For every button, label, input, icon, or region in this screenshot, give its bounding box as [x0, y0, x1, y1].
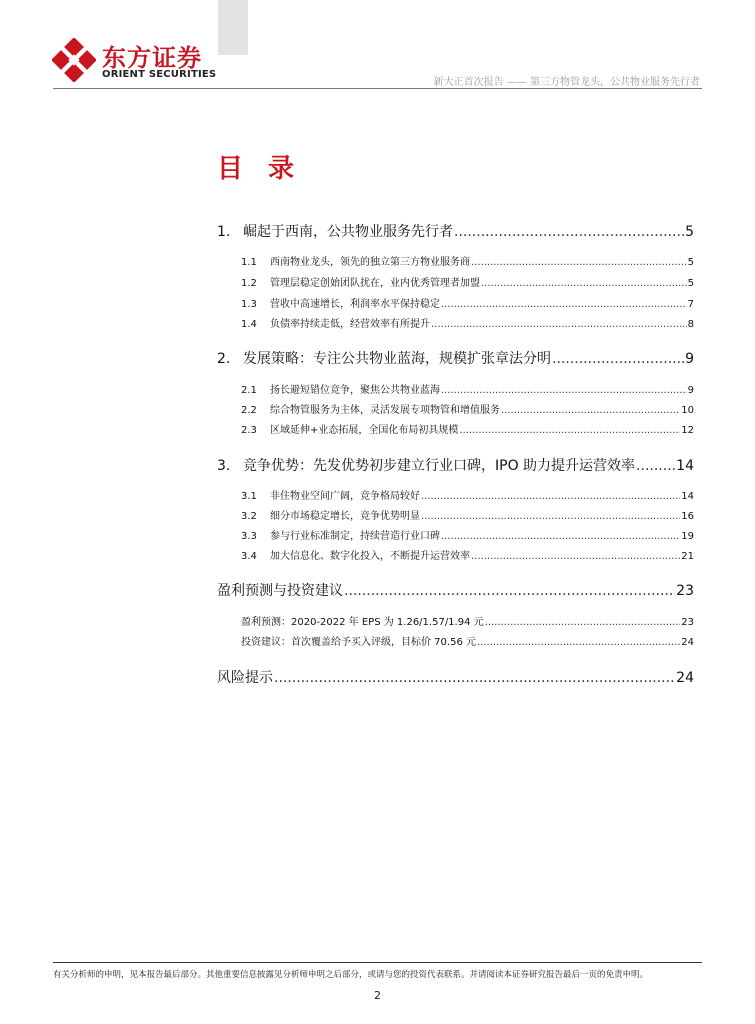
- toc-page-number: 19: [681, 531, 694, 542]
- toc-leader-dots: [344, 583, 675, 599]
- toc-subsection-title: 非住物业空间广阔，竞争格局较好: [270, 491, 420, 502]
- toc-subsection-title: 管理层稳定创始团队扰在，业内优秀管理者加盟: [270, 278, 480, 289]
- toc-page-number: 7: [687, 299, 694, 310]
- toc-leader-dots: [501, 405, 680, 416]
- toc-page-number: 21: [681, 551, 694, 562]
- toc-leader-dots: [481, 278, 687, 289]
- toc-leader-dots: [459, 425, 680, 436]
- toc-subsection-number: 2.2: [241, 405, 257, 416]
- toc-section-title: 风险提示: [217, 670, 273, 686]
- toc-leader-dots: [441, 299, 687, 310]
- toc-leader-dots: [454, 224, 684, 240]
- toc-subsection-number: 1.1: [241, 257, 257, 268]
- toc-section-number: 1.: [217, 224, 231, 240]
- toc-section-number: 2.: [217, 351, 231, 367]
- toc-subsection-title: 盈利预测：2020-2022 年 EPS 为 1.26/1.57/1.94 元: [241, 617, 484, 628]
- toc-investment-advice[interactable]: [241, 633, 694, 648]
- toc-section-2[interactable]: [217, 348, 694, 368]
- toc-subsection-number: 1.3: [241, 299, 257, 310]
- orient-logo-icon: [52, 38, 96, 82]
- toc-subsection-3-4[interactable]: [241, 547, 694, 562]
- toc-page-number: 5: [687, 278, 694, 289]
- toc-section-title: 竞争优势：先发优势初步建立行业口碑，IPO 助力提升运营效率: [243, 458, 636, 474]
- toc-leader-dots: [636, 458, 675, 474]
- toc-leader-dots: [552, 351, 684, 367]
- toc-subsection-2-3[interactable]: [241, 421, 694, 436]
- toc-section-number: 3.: [217, 458, 231, 474]
- toc-leader-dots: [471, 257, 687, 268]
- toc-section-title: 盈利预测与投资建议: [217, 583, 343, 599]
- toc-risk[interactable]: [217, 667, 694, 687]
- toc-page-number: 24: [676, 670, 694, 686]
- toc-page-number: 12: [681, 425, 694, 436]
- toc-leader-dots: [421, 491, 680, 502]
- toc-section-3[interactable]: [217, 455, 694, 475]
- toc-page-number: 23: [681, 617, 694, 628]
- toc-subsection-title: 细分市场稳定增长，竞争优势明显: [270, 511, 420, 522]
- toc-subsection-1-2[interactable]: [241, 274, 694, 289]
- toc-leader-dots: [441, 385, 687, 396]
- toc-subsection-title: 负债率持续走低，经营效率有所提升: [270, 319, 430, 330]
- toc-page-number: 23: [676, 583, 694, 599]
- footer-divider: [53, 962, 702, 963]
- toc-page-number: 5: [685, 224, 694, 240]
- toc-forecast[interactable]: [217, 580, 694, 600]
- toc-page-number: 9: [685, 351, 694, 367]
- footer-disclaimer: 有关分析师的申明，见本报告最后部分。其他重要信息披露见分析师申明之后部分，或请与您的投资代表联系。并请阅读本证券研究报告最后一页的免责申明。: [53, 970, 649, 980]
- logo-chinese-name: 东方证券: [102, 44, 202, 72]
- toc-page-number: 14: [676, 458, 694, 474]
- toc-subsection-title: 综合物管服务为主体，灵活发展专项物管和增值服务: [270, 405, 500, 416]
- toc-leader-dots: [471, 551, 680, 562]
- toc-page-number: 14: [681, 491, 694, 502]
- toc-subsection-title: 参与行业标准制定，持续营造行业口碑: [270, 531, 440, 542]
- toc-leader-dots: [485, 617, 681, 628]
- toc-subsection-title: 营收中高速增长，利润率水平保持稳定: [270, 299, 440, 310]
- toc-section-1[interactable]: [217, 221, 694, 241]
- toc-subsection-1-4[interactable]: [241, 315, 694, 330]
- toc-subsection-3-1[interactable]: [241, 487, 694, 502]
- report-header-line: 新大正首次报告 —— 第三方物管龙头，公共物业服务先行者: [433, 77, 700, 88]
- toc-page-number: 8: [687, 319, 694, 330]
- company-logo: [52, 38, 222, 88]
- toc-page-number: 24: [681, 637, 694, 648]
- toc-leader-dots: [477, 637, 680, 648]
- toc-title: 目 录: [217, 154, 303, 184]
- logo-english-name: ORIENT SECURITIES: [102, 69, 217, 80]
- toc-section-title: 崛起于西南，公共物业服务先行者: [243, 224, 453, 240]
- toc-subsection-3-3[interactable]: [241, 527, 694, 542]
- toc-subsection-title: 西南物业龙头，领先的独立第三方物业服务商: [270, 257, 470, 268]
- toc-leader-dots: [274, 670, 675, 686]
- toc-subsection-2-2[interactable]: [241, 401, 694, 416]
- toc-subsection-title: 投资建议：首次覆盖给予买入评级，目标价 70.56 元: [241, 637, 476, 648]
- toc-subsection-number: 1.2: [241, 278, 257, 289]
- toc-forecast-eps[interactable]: [241, 613, 694, 628]
- toc-subsection-number: 3.2: [241, 511, 257, 522]
- toc-page-number: 9: [687, 385, 694, 396]
- toc-leader-dots: [421, 511, 680, 522]
- toc-page-number: 5: [687, 257, 694, 268]
- toc-subsection-number: 3.1: [241, 491, 257, 502]
- toc-subsection-title: 区域延伸+业态拓展，全国化布局初具规模: [270, 425, 459, 436]
- toc-subsection-1-1[interactable]: [241, 253, 694, 268]
- toc-subsection-title: 扬长避短错位竞争，聚焦公共物业蓝海: [270, 385, 440, 396]
- toc-subsection-1-3[interactable]: [241, 295, 694, 310]
- toc-subsection-number: 3.4: [241, 551, 257, 562]
- toc-subsection-number: 1.4: [241, 319, 257, 330]
- toc-subsection-2-1[interactable]: [241, 381, 694, 396]
- toc-subsection-number: 2.3: [241, 425, 257, 436]
- toc-subsection-title: 加大信息化、数字化投入，不断提升运营效率: [270, 551, 470, 562]
- header-accent-bar: [218, 0, 248, 55]
- page-number: 2: [374, 989, 381, 1002]
- toc-leader-dots: [431, 319, 687, 330]
- toc-subsection-number: 3.3: [241, 531, 257, 542]
- toc-leader-dots: [441, 531, 680, 542]
- header-divider: [53, 88, 702, 89]
- toc-subsection-number: 2.1: [241, 385, 257, 396]
- toc-page-number: 16: [681, 511, 694, 522]
- toc-section-title: 发展策略：专注公共物业蓝海，规模扩张章法分明: [243, 351, 551, 367]
- toc-page-number: 10: [681, 405, 694, 416]
- toc-subsection-3-2[interactable]: [241, 507, 694, 522]
